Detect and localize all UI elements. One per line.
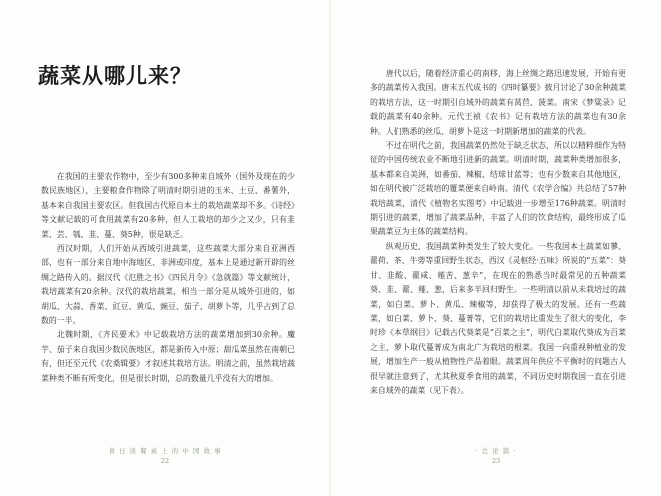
paragraph: 纵观历史，我国蔬菜种类发生了较大变化。一些我国本土蔬菜如蓼、藿荷、茶、牛蒡等重回野生状态，西汉《灵枢经·五味》所说的“五菜”：葵甘、韭酸、藿咸、薤苦、葱辛”，在现在的熟悉当时最常见的五种蔬菜葵、韭、藿、薤、葱，后来多半回归野生。一些明清以前从未栽培过的蔬菜，如白菜、萝卜、黄瓜、辣椒等，却获得了极大的发展。还有一些蔬菜，如白菜、萝卜、葵、蔓菁等，它们的栽培比重发生了很大的变化，李时珍《本草纲目》记载古代葵菜是“百菜之主”，明代白菜取代葵成为百菜之主，萝卜取代蔓菁成为南北广为栽培的根菜。我国一向重视种植业的发展，增加生产一般从植物性产品着眼。蔬菜周年供应不平衡时的问题古人很早就注意到了，尤其秋夏季食用的蔬菜，不同历史时期我国一直在引进来自域外的蔬菜（见下表）。 (370, 241, 626, 395)
paragraph: 北魏时期，《齐民要术》中记载栽培方法的蔬菜增加到30余种。魔芋、茄子来自我国少数民族地区，都是新传入中原；甜瓜菜虽然在南朝已有，但还至元代《农桑辑要》才叙述其栽培方法。明清之前，虽然栽培蔬菜种类不断有所变化，但是很长时期，总的数量几乎没有大的增加。 (41, 330, 295, 383)
right-page-number: 23 (491, 457, 501, 465)
left-page-number: 22 (160, 457, 170, 465)
paragraph: 在我国的主要农作物中，至少有300多种来自域外（国外及现在的少数民族地区），主要粮食作物除了明清时期引进的玉米、土豆、番薯外，基本来自我国主要农区。但我国古代原自本土的栽培蔬菜却不多。《诗经》等文献记载的可食用蔬菜有20多种，但人工栽培的却少之又少，只有韭菜、芸、瓠、韭、蔓、葵5种，很是缺乏。 (41, 172, 295, 239)
paragraph: 唐代以后，随着经济重心的南移，海上丝绸之路迅速发展，开始有更多的蔬菜传入我国。唐末五代成书的《四时纂要》披月讨论了30余种蔬菜的栽培方法，这一时期引自域外的蔬菜有莴苣、菠菜。南宋《梦粱录》记载的蔬菜有40余种。元代王祯《农书》记有栽培方法的蔬菜也有30余种。人们熟悉的丝瓜、胡萝卜是这一时期新增加的蔬菜的代表。 (370, 69, 626, 136)
left-page (0, 0, 330, 496)
paragraph: 西汉时期，人们开始从西域引进蔬菜，这些蔬菜大部分来自亚洲西部，也有一部分来自地中海地区、非洲或印度，基本上是通过新开辟的丝绸之路传入的。据汉代《氾胜之书》《四民月令》《急就篇》等文献统计，栽培蔬菜有20余种。汉代的栽培蔬菜，相当一部分是从域外引进的，如胡瓜、大蒜、香菜、豇豆、黄瓜、豌豆、茄子、胡萝卜等，几乎占到了总数的一半。 (41, 244, 295, 326)
left-footer: 食 日 谈 餐 桌 上 的 中 国 故 事 (108, 447, 222, 455)
left-body-text (41, 170, 295, 386)
right-footer: · 总 论 篇 · (475, 447, 517, 455)
page-title: 蔬菜从哪儿来？ (38, 63, 192, 88)
paragraph: 不过在明代之前，我国蔬菜仍然处于缺乏状态，所以以精粹细作为特征的中国传统农业不断地引进新的蔬菜。明清时期，蔬菜种类增加很多，基本都来自美洲，如番茄、辣椒、结球甘蓝等；也有少数来自其他地区，如在明代被广泛栽培的覆菜便来自岭南。清代《农学合编》共总结了57种栽培蔬菜，清代《植物名实图考》中记载进一步增至176种蔬菜。明清时期引进的蔬菜，增加了蔬菜品种，丰富了人们的饮食结构，最终形成了瓜果蔬菜豆为主体的蔬菜结构。 (370, 141, 626, 237)
right-body-text (370, 67, 626, 398)
